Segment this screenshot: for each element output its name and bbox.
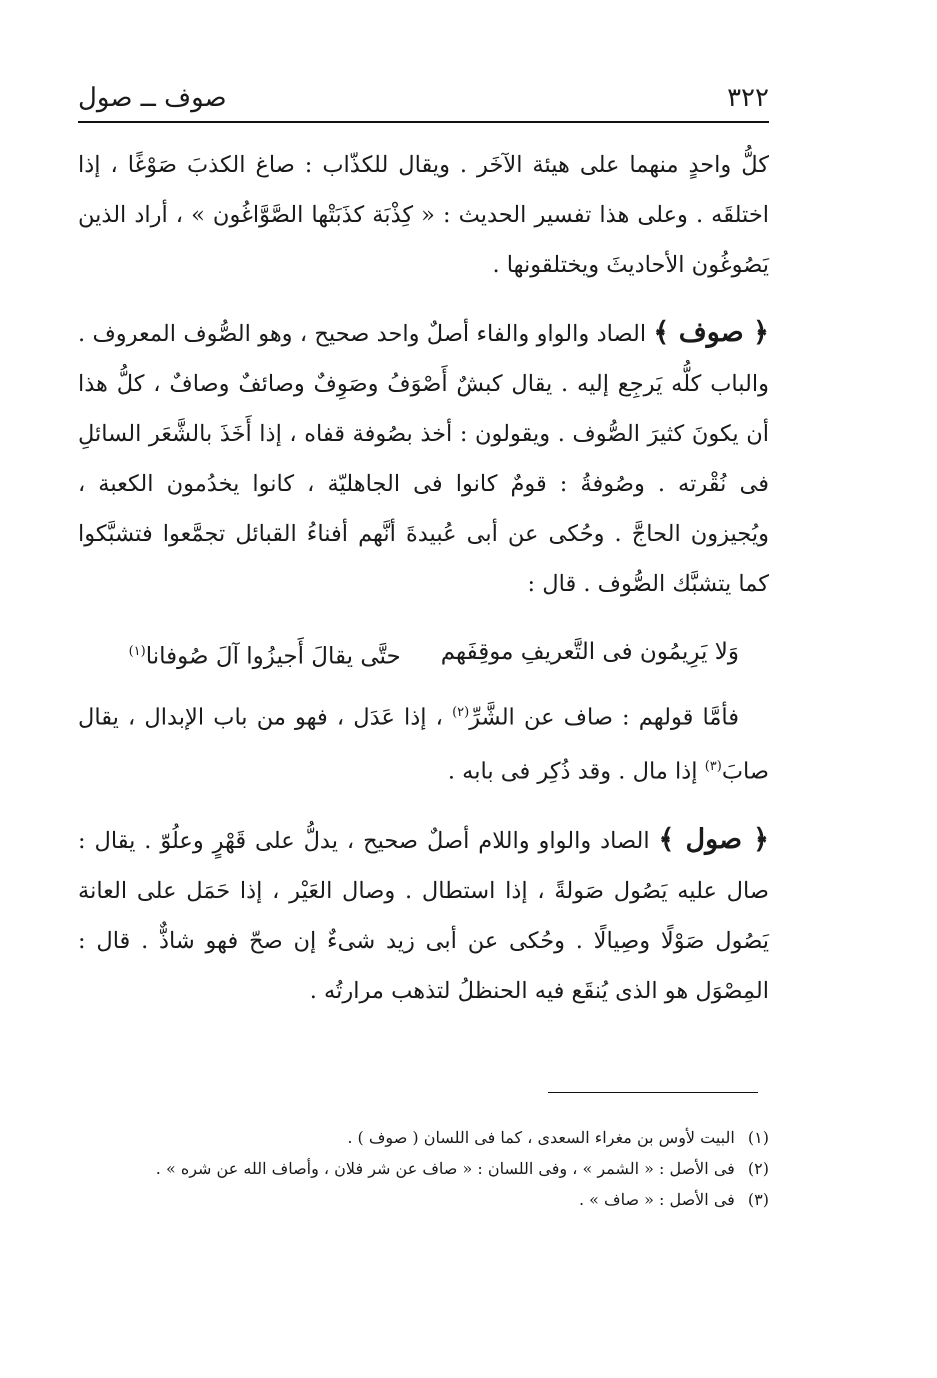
paragraph-after-verse-part-3: إذا مال . وقد ذُكِر فى بابه . [447, 758, 698, 785]
verse-hemistich-1: وَلا يَرِيمُون فى التَّعريفِ موقِفَهم [440, 639, 739, 665]
footnote-1-text: البيت لأوس بن مغراء السعدى ، كما فى اللسان ( صوف ) . [347, 1128, 735, 1147]
verse-line [78, 627, 769, 682]
footnote-1 [78, 1122, 769, 1153]
footnote-marker-1: (١) [128, 644, 146, 659]
footnote-2 [78, 1153, 769, 1184]
footnote-2-text: فى الأصل : « الشمر » ، وفى اللسان : « صاف عن شر فلان ، وأصاف الله عن شره » . [155, 1159, 735, 1178]
footnote-3-text: فى الأصل : « صاف » . [578, 1190, 735, 1209]
paragraph-continuation [78, 140, 769, 290]
entry-head-sawf: ﴿ صوف ﴾ [653, 317, 769, 348]
entry-sawf [78, 308, 769, 609]
footnote-marker-3: (٣) [704, 759, 722, 775]
entry-text-sawf: الصاد والواو والفاء أصلٌ واحد صحيح ، وهو الصُّوف المعروف . والباب كلُّه يَرجِع إليه . يقال كبشٌ أَصْوَفُ وصَوِفٌ وصائفٌ وصافٌ ، كلُّ هذا أن يكونَ كثيرَ الصُّوف . ويقولون : أخذ بصُوفة قفاه ، إذا أَخَذَ بالشَّعَر السائلِ فى نُقْرته . وصُوفةُ : قومٌ كانوا فى الجاهليّة ، كانوا يخدُمون الكعبة ، ويُجيزون الحاجَّ . وحُكى عن أبى عُبيدةَ أنَّهم أفناءُ القبائل تجمَّعوا فتشبَّكوا كما يتشبَّك الصُّوف . قال : [78, 321, 769, 597]
paragraph-after-verse [78, 688, 769, 797]
footnotes [78, 1122, 769, 1215]
page-number: ٣٢٢ [727, 83, 769, 113]
verse-hemistich-2 [129, 627, 401, 682]
page-body [78, 140, 769, 1034]
header-rule [78, 121, 769, 123]
running-title: صوف ــ صول [78, 83, 227, 113]
entry-head-sawl: ﴿ صول ﴾ [658, 823, 769, 855]
entry-sawl [78, 815, 769, 1016]
page-header [78, 78, 769, 118]
footnote-1-number: (١) [747, 1128, 769, 1147]
footnote-marker-2: (٢) [452, 704, 470, 720]
paragraph-after-verse-part-2: ، إذا عَدَل ، فهو من باب الإبدال ، يقال صابَ [78, 704, 769, 785]
paragraph-text: كلُّ واحدٍ منهما على هيئة الآخَر . ويقال للكذّاب : صاغ الكذبَ صَوْغًا ، إذا اختلقَه . وعلى هذا تفسير الحديث : « كِذْبَة كذَبَتْها الصَّوَّاغُون » ، أراد الذين يَصُوغُون الأحاديثَ ويختلقونها . [78, 152, 769, 278]
footnote-rule [548, 1092, 758, 1093]
footnote-3-number: (٣) [747, 1190, 769, 1209]
footnote-3 [78, 1184, 769, 1215]
paragraph-after-verse-part-1: فأمَّا قولهم : صاف عن الشَّرِّ [469, 704, 740, 731]
entry-text-sawl: الصاد والواو واللام أصلٌ صحيح ، يدلُّ على قَهْرٍ وعلُوّ . يقال : صال عليه يَصُول صَولةً ، إذا استطال . وصال العَيْر ، إذا حَمَل على العانة يَصُول صَوْلًا وصِيالًا . وحُكى عن أبى زيد شىءٌ إن صحّ فهو شاذٌّ . قال : المِصْوَل هو الذى يُنقَع فيه الحنظلُ لتذهب مرارتُه . [78, 827, 769, 1004]
footnote-2-number: (٢) [747, 1159, 769, 1178]
verse-hemistich-2-text: حتَّى يقالَ أَجيزُوا آلَ صُوفانا [145, 643, 401, 670]
